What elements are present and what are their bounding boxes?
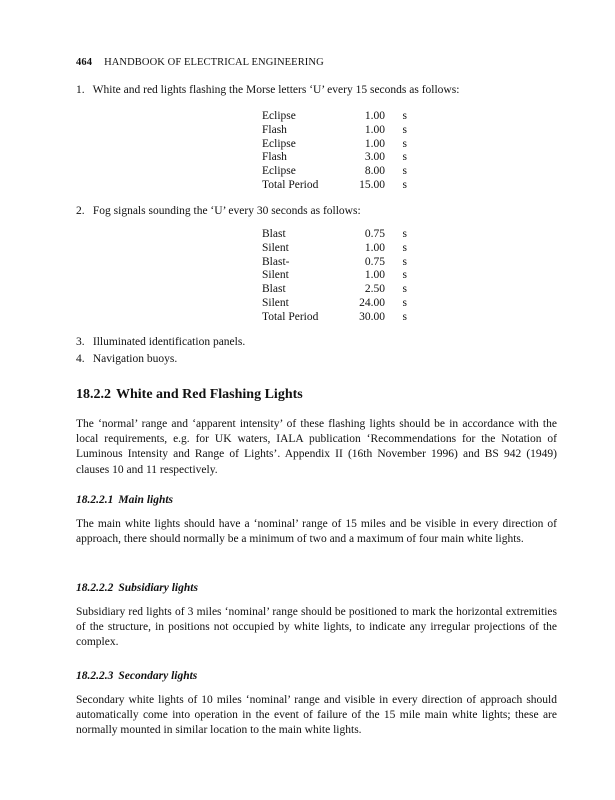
timing-label: Eclipse xyxy=(262,110,296,122)
timing-value: 0.75 xyxy=(364,228,385,240)
timing-row xyxy=(262,228,407,242)
light-timing-table xyxy=(262,110,407,193)
timing-label: Silent xyxy=(262,241,289,254)
timing-row xyxy=(262,165,407,179)
timing-value: 2.50 xyxy=(364,283,385,296)
timing-unit: s xyxy=(402,241,407,254)
timing-row xyxy=(262,124,407,138)
timing-unit: s xyxy=(402,123,407,136)
timing-label: Blast xyxy=(262,228,286,240)
list-item xyxy=(76,336,245,348)
list-number: 4. xyxy=(76,353,85,365)
list-number: 3. xyxy=(76,336,85,348)
timing-value: 1.00 xyxy=(364,137,385,150)
subsection-title: Subsidiary lights xyxy=(118,582,198,594)
timing-value: 1.00 xyxy=(364,110,385,122)
subsection-title: Main lights xyxy=(118,494,174,506)
timing-label: Flash xyxy=(262,151,287,164)
timing-value: 1.00 xyxy=(364,269,385,282)
timing-unit: s xyxy=(402,151,407,164)
subsection-paragraph: Secondary white lights of 10 miles ‘nominal’ range and visible in every direction of approach should automatically come into operation in the event of failure of the 15 mile main white lights; these are normally mounted in similar location to the main white lights. xyxy=(76,694,557,737)
fog-timing-table xyxy=(262,228,407,325)
timing-unit: s xyxy=(402,178,407,191)
timing-row xyxy=(262,138,407,152)
timing-unit: s xyxy=(402,310,407,323)
timing-row xyxy=(262,283,407,297)
timing-label: Blast xyxy=(262,283,286,296)
subsection-number: 18.2.2.2 xyxy=(76,582,114,594)
running-header xyxy=(76,57,324,68)
timing-row xyxy=(262,297,407,311)
timing-unit: s xyxy=(402,165,407,178)
section-number: 18.2.2 xyxy=(76,387,111,402)
timing-row xyxy=(262,179,407,193)
timing-row xyxy=(262,256,407,270)
subsection-heading xyxy=(76,494,173,506)
timing-unit: s xyxy=(402,283,407,296)
timing-label: Eclipse xyxy=(262,137,296,150)
timing-label: Silent xyxy=(262,296,289,309)
list-number: 2. xyxy=(76,205,85,217)
section-intro-paragraph: The ‘normal’ range and ‘apparent intensity’ of these flashing lights should be in accordance with the local requirements, e.g. for UK waters, IALA publication ‘Recommendations for the Notation of Luminous Intensity and Range of Lights’. Appendix II (16th November 1996) and BS 942 (1949) clauses 10 and 11 respectively. xyxy=(76,418,557,476)
timing-value: 15.00 xyxy=(359,178,385,191)
timing-value: 1.00 xyxy=(364,241,385,254)
list-item xyxy=(76,205,361,217)
timing-value: 3.00 xyxy=(364,151,385,164)
timing-unit: s xyxy=(402,269,407,282)
timing-value: 1.00 xyxy=(364,123,385,136)
timing-row xyxy=(262,242,407,256)
list-text: Navigation buoys. xyxy=(92,353,178,365)
timing-unit: s xyxy=(402,110,407,122)
timing-label: Silent xyxy=(262,269,289,282)
page-number: 464 xyxy=(76,57,93,68)
running-title: HANDBOOK OF ELECTRICAL ENGINEERING xyxy=(104,57,324,68)
timing-label: Total Period xyxy=(262,310,319,323)
subsection-paragraph: Subsidiary red lights of 3 miles ‘nominal’ range should be positioned to mark the horizontal extremities of the structure, in positions not occupied by white lights, to indicate any irregular projections of the complex. xyxy=(76,606,557,649)
list-text: White and red lights flashing the Morse letters ‘U’ every 15 seconds as follows: xyxy=(92,84,460,96)
section-heading xyxy=(76,387,303,403)
timing-row xyxy=(262,311,407,325)
list-item xyxy=(76,353,177,365)
subsection-title: Secondary lights xyxy=(118,670,198,682)
timing-unit: s xyxy=(402,228,407,240)
timing-label: Total Period xyxy=(262,178,319,191)
subsection-number: 18.2.2.3 xyxy=(76,670,114,682)
list-text: Fog signals sounding the ‘U’ every 30 seconds as follows: xyxy=(92,205,361,217)
list-number: 1. xyxy=(76,84,85,96)
subsection-paragraph: The main white lights should have a ‘nominal’ range of 15 miles and be visible in every direction of approach, there should normally be a minimum of two and a maximum of four main white lights. xyxy=(76,518,557,546)
timing-row xyxy=(262,151,407,165)
timing-value: 30.00 xyxy=(359,310,385,323)
section-title: White and Red Flashing Lights xyxy=(116,387,303,402)
subsection-heading xyxy=(76,670,197,682)
timing-unit: s xyxy=(402,296,407,309)
timing-label: Flash xyxy=(262,123,287,136)
subsection-heading xyxy=(76,582,198,594)
timing-value: 24.00 xyxy=(359,296,385,309)
list-item xyxy=(76,84,459,96)
timing-unit: s xyxy=(402,255,407,268)
timing-value: 0.75 xyxy=(364,255,385,268)
list-text: Illuminated identification panels. xyxy=(92,336,246,348)
timing-row xyxy=(262,110,407,124)
timing-label: Eclipse xyxy=(262,165,296,178)
timing-value: 8.00 xyxy=(364,165,385,178)
subsection-number: 18.2.2.1 xyxy=(76,494,114,506)
timing-unit: s xyxy=(402,137,407,150)
timing-row xyxy=(262,269,407,283)
timing-label: Blast- xyxy=(262,255,290,268)
